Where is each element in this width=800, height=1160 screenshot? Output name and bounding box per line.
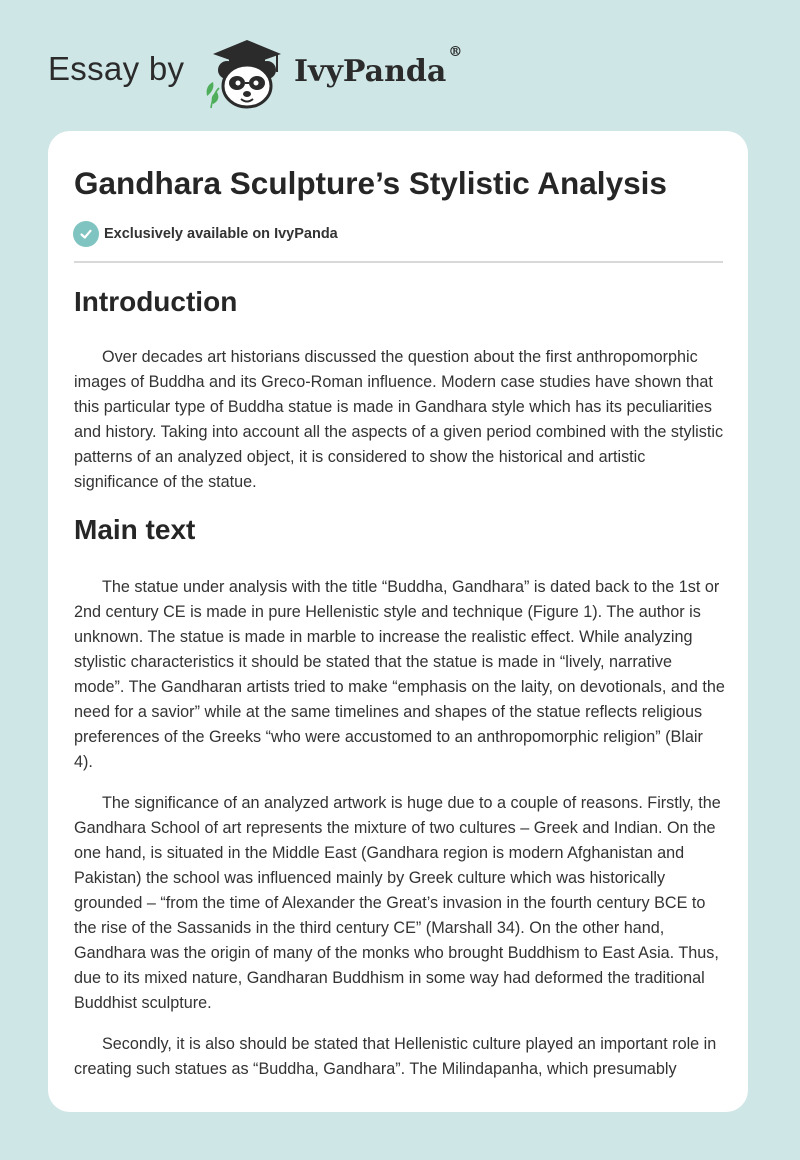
paragraph: The statue under analysis with the title “Buddha, Gandhara” is dated back to the 1st or 2nd century CE is made in pure Hellenistic style and technique (Figure 1). The author is unknown. The statue is made in marble to increase the realistic effect. While analyzing stylistic characteristics it should be stated that the statue is made in “lively, narrative mode”. The Gandharan artists tried to make “emphasis on the laity, on devotionals, and the need for a savior” while at the same timelines and shapes of the statue reflects religious preferences of the Greeks “who were accustomed to an anthropomorphic religion” (Blair 4). [74, 578, 725, 771]
section-heading-main-text: Main text [74, 514, 196, 545]
registered-mark: ® [448, 44, 463, 60]
paragraph: The significance of an analyzed artwork is huge due to a couple of reasons. Firstly, the Gandhara School of art represents the mixture of two cultures – Greek and Indian. On the one hand, is situated in the Middle East (Gandhara region is modern Afghanistan and Pakistan) the school was influenced mainly by Greek culture which was historically grounded – “from the time of Alexander the Great’s invasion in the fourth century BCE to the rise of the Sassanids in the third century CE” (Marshall 34). On the other hand, Gandhara was the origin of many of the monks who brought Buddhism to East Asia. Thus, due to its mixed nature, Gandharan Buddhism in some way had deformed the traditional Buddhist sculpture. [74, 794, 721, 1012]
site-header [0, 0, 800, 130]
brand-label: IvyPanda [294, 54, 447, 89]
ivypanda-logo-icon[interactable] [203, 36, 291, 110]
divider [74, 261, 723, 263]
page-title: Gandhara Sculpture’s Stylistic Analysis [74, 165, 667, 201]
paragraph: Over decades art historians discussed the question about the first anthropomorphic images of Buddha and its Greco-Roman influence. Modern case studies have shown that this particular type of Buddha statue is made in Gandhara style which has its peculiarities and history. Taking into account all the aspects of a given period combined with the stylistic patterns of an analyzed object, it is considered to show the historical and artistic significance of the statue. [74, 348, 724, 491]
paragraph: Secondly, it is also should be stated that Hellenistic culture played an important role in creating such statues as “Buddha, Gandhara”. The Milindapanha, which presumably [74, 1035, 717, 1078]
exclusive-badge [73, 221, 338, 247]
checkmark-icon [73, 221, 99, 247]
article-body [74, 281, 726, 1082]
brand-name[interactable] [294, 44, 463, 89]
article-card [48, 131, 748, 1112]
section-heading-introduction: Introduction [74, 286, 238, 317]
essay-by-label: Essay by [48, 50, 185, 87]
badge-label: Exclusively available on IvyPanda [104, 226, 338, 242]
